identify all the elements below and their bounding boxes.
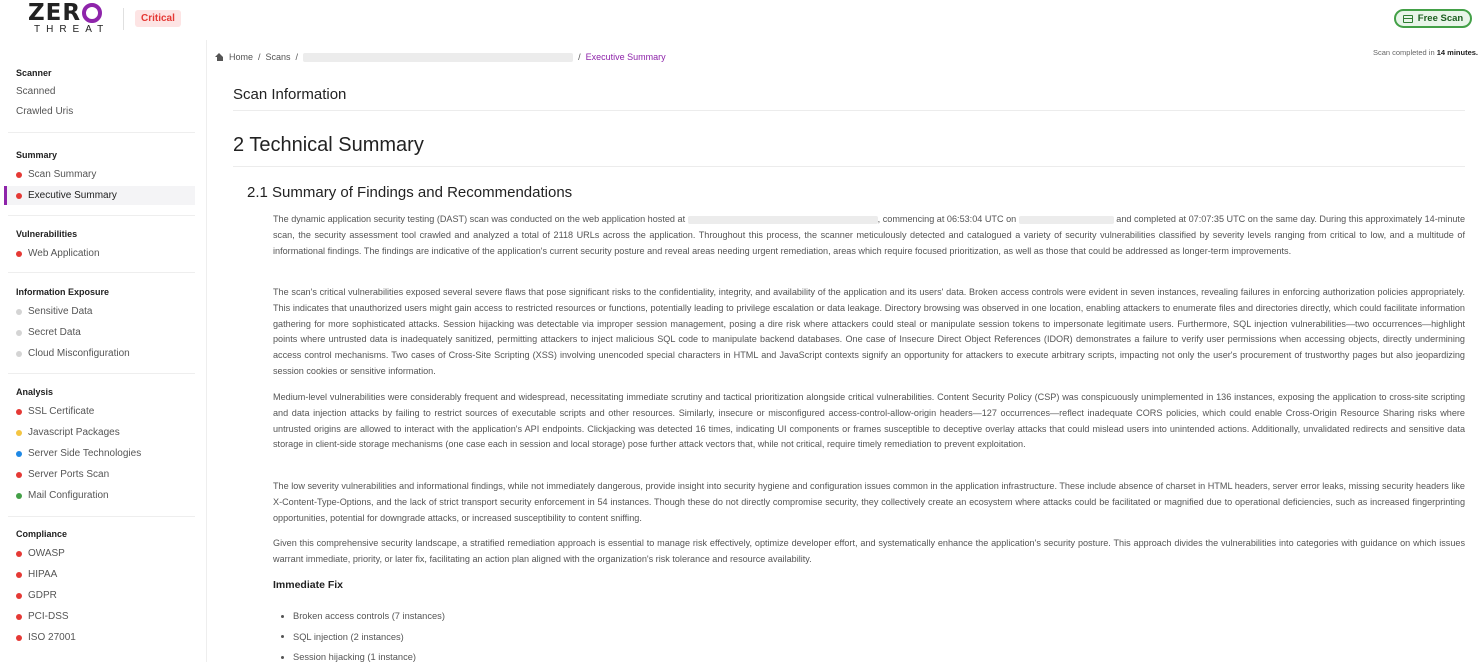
section-divider	[233, 110, 1465, 111]
findings-paragraph-1: The dynamic application security testing (DAST) scan was conducted on the web application hosted at , commencing at 06:53:04 UTC on and completed at 07:07:35 UTC on the same day. During this approximately 14-minute scan, the security assessment tool crawled and analyzed a total of 2118 URLs across the application. Throughout this process, the scanner meticulously detected and catalogued a variety of security vulnerabilities classified by severity levels ranging from critical to low, and a multitude of informational findings. The findings are indicative of the application's current security posture and reveal areas needing urgent remediation, areas which require focused prioritization, as well as those that could be addressed as longer-term improvements.	[273, 214, 1466, 256]
sidebar-item-mail-configuration[interactable]: Mail Configuration	[4, 486, 195, 505]
breadcrumb-scans[interactable]: Scans	[265, 52, 291, 62]
status-dot-icon	[16, 251, 22, 257]
sidebar-divider	[8, 215, 195, 216]
sidebar-item-pci-dss[interactable]: PCI-DSS	[4, 607, 195, 626]
sidebar-item-cloud-misconfiguration[interactable]: Cloud Misconfiguration	[4, 344, 195, 363]
sidebar-item-ssl-certificate[interactable]: SSL Certificate	[4, 402, 195, 421]
list-item: SQL injection (2 instances)	[281, 627, 445, 648]
sidebar-item-scanned[interactable]: Scanned	[16, 86, 56, 97]
section-title: 2 Technical Summary	[233, 134, 424, 156]
home-icon[interactable]	[215, 53, 224, 61]
logo-subtitle: THREAT	[34, 24, 110, 35]
status-dot-icon	[16, 614, 22, 620]
sidebar-section-summary: Summary	[16, 150, 58, 160]
breadcrumb-separator: /	[578, 52, 581, 62]
immediate-fix-heading: Immediate Fix	[273, 579, 344, 591]
status-dot-icon	[16, 551, 22, 557]
findings-paragraph-3: Medium-level vulnerabilities were considerably frequent and widespread, necessitating immediate scrutiny and tactical prioritization alongside critical vulnerabilities. Content Security Policy (CSP) was conspicuously unimplemented in 136 instances, exposing the application to cross-site scripting and data injection attacks by failing to restrict sources of executable scripts and other resources. Similarly, insecure or misconfigured access-control-allow-origin headers—127 occurrences—reflect inadequate CORS policies, which could enable Cross-Origin Resource Sharing risks where untrusted origins are allowed to interact with the application's API endpoints. Clickjacking was detected 16 times, indicating UI components or frames susceptible to deceptive overlay attacks that could mislead users into unintended actions. Additionally, unvalidated redirects and sensitive data storage in client-side storage mechanisms (one case each in session and local storage) pose further attack vectors that, while not critical, require timely remediation to prevent exploitation.	[273, 392, 1465, 450]
list-item: Broken access controls (7 instances)	[281, 606, 445, 627]
scan-completed-status: Scan completed in 14 minutes.	[1372, 48, 1478, 57]
sidebar	[0, 40, 207, 662]
immediate-fix-list	[281, 606, 445, 662]
status-dot-icon	[16, 493, 22, 499]
logo-ring-icon	[82, 3, 102, 23]
breadcrumb-bar	[207, 40, 1484, 70]
sidebar-item-secret-data[interactable]: Secret Data	[4, 323, 195, 342]
redacted-target-url[interactable]	[303, 53, 573, 62]
sidebar-section-compliance: Compliance	[16, 529, 68, 539]
main-content	[207, 70, 1484, 662]
findings-paragraph-5: Given this comprehensive security landscape, a stratified remediation approach is essential to manage risk effectively, optimize developer effort, and systematically enhance the application's security posture. This approach divides the vulnerabilities into categories with guidance on which issues warrant immediate, priority, or later fix, facilitating an action plan aligned with the organization's risk tolerance and resource availability.	[273, 538, 1465, 564]
sidebar-item-scan-summary[interactable]: Scan Summary	[4, 165, 195, 184]
status-dot-icon	[16, 309, 22, 315]
findings-paragraph-4: The low severity vulnerabilities and informational findings, while not immediately dangerous, provide insight into security hygiene and configuration issues common in the application infrastructure. These include absence of charset in HTML headers, server error leaks, missing security headers like X-Content-Type-Options, and the lack of strict transport security enforcement in 54 instances. Though these do not directly compromise security, they collectively create an ecosystem where attacks could be facilitated or magnified due to operational deficiencies, such as increased fingerprinting opportunities, potential for downgrade attacks, or increased susceptibility to content sniffing.	[273, 481, 1465, 523]
sidebar-item-web-application[interactable]: Web Application	[4, 244, 195, 263]
breadcrumb-separator: /	[258, 52, 261, 62]
severity-badge: Critical	[135, 10, 181, 27]
status-dot-icon	[16, 593, 22, 599]
status-dot-icon	[16, 351, 22, 357]
redacted-date	[1019, 216, 1114, 224]
breadcrumb-home[interactable]: Home	[229, 52, 254, 62]
sidebar-section-scanner: Scanner	[16, 68, 52, 78]
sidebar-item-iso-27001[interactable]: ISO 27001	[4, 628, 195, 647]
free-scan-label: Free Scan	[1417, 13, 1464, 24]
sidebar-section-information-exposure: Information Exposure	[16, 287, 110, 297]
list-item: Session hijacking (1 instance)	[281, 647, 445, 662]
breadcrumb	[215, 52, 666, 62]
sidebar-item-crawled-uris[interactable]: Crawled Uris	[16, 106, 74, 117]
sidebar-item-sensitive-data[interactable]: Sensitive Data	[4, 302, 195, 321]
sidebar-item-executive-summary[interactable]: Executive Summary	[4, 186, 195, 205]
status-dot-icon	[16, 430, 22, 436]
logo-wordmark: ZER	[28, 0, 82, 26]
top-header	[0, 0, 1484, 40]
header-divider	[123, 8, 124, 30]
status-dot-icon	[16, 193, 22, 199]
status-dot-icon	[16, 451, 22, 457]
sidebar-item-owasp[interactable]: OWASP	[4, 544, 195, 563]
status-dot-icon	[16, 635, 22, 641]
findings-paragraph-2: The scan's critical vulnerabilities exposed several severe flaws that pose significant risks to the confidentiality, integrity, and availability of the application and its users' data. Broken access controls were evident in seven instances, revealing failures in enforcing authorization policies appropriately. This indicates that unauthorized users might gain access to restricted resources or functions, potentially leading to privilege escalation or data leakage. Directory browsing was observed in one location, enabling attackers to enumerate files and directories directly, which could facilitate information gathering for more sophisticated attacks. Session hijacking was detectable via improper session management, posing a dire risk where attackers could steal or manipulate session tokens to impersonate legitimate users. Furthermore, SQL injection vulnerabilities—two occurrences—highlight points where untrusted data is inadequately sanitized, permitting attackers to inject malicious SQL code to manipulate backend databases. One case of Insecure Direct Object References (IDOR) demonstrates a failure to verify user permissions when accessing objects, directly undermining access control mechanisms. Two cases of Cross-Site Scripting (XSS) involving unencoded special characters in HTML and JavaScript contexts signify an opportunity for attackers to execute arbitrary scripts, impacting not only the user's procurement of trustworthy pages but also jeopardizing session cookies or sensitive information.	[273, 287, 1465, 376]
sidebar-divider	[8, 272, 195, 273]
section-divider	[233, 166, 1465, 167]
sidebar-divider	[8, 516, 195, 517]
sidebar-section-vulnerabilities: Vulnerabilities	[16, 229, 78, 239]
status-dot-icon	[16, 472, 22, 478]
redacted-host	[688, 216, 878, 224]
status-dot-icon	[16, 572, 22, 578]
status-dot-icon	[16, 172, 22, 178]
zerothreat-logo[interactable]	[28, 2, 118, 36]
status-dot-icon	[16, 409, 22, 415]
scan-information-title: Scan Information	[233, 86, 347, 103]
sidebar-divider	[8, 373, 195, 374]
sidebar-item-hipaa[interactable]: HIPAA	[4, 565, 195, 584]
sidebar-section-analysis: Analysis	[16, 387, 54, 397]
sidebar-item-server-ports-scan[interactable]: Server Ports Scan	[4, 465, 195, 484]
free-scan-button[interactable]	[1394, 9, 1472, 28]
sidebar-item-gdpr[interactable]: GDPR	[4, 586, 195, 605]
breadcrumb-separator: /	[295, 52, 299, 62]
breadcrumb-current: Executive Summary	[585, 52, 666, 62]
subsection-title: 2.1 Summary of Findings and Recommendations	[247, 184, 573, 201]
sidebar-item-javascript-packages[interactable]: Javascript Packages	[4, 423, 195, 442]
sidebar-divider	[8, 132, 195, 133]
status-dot-icon	[16, 330, 22, 336]
sidebar-item-server-side-technologies[interactable]: Server Side Technologies	[4, 444, 195, 463]
credit-card-icon	[1403, 15, 1413, 23]
